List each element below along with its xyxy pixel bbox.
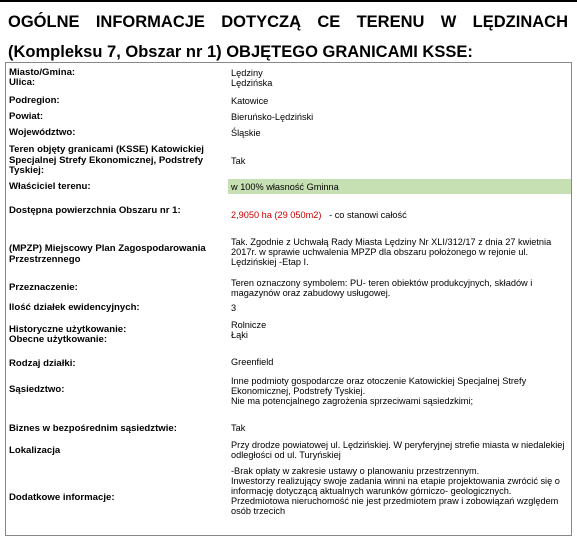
top-rule <box>0 0 577 2</box>
value-wojewodztwo: Śląskie <box>231 128 261 138</box>
value-sasiedztwo-2: Nie ma potencjalnego zagrożenia sprzeciwami sąsiedzkimi; <box>231 396 474 406</box>
title-word: OGÓLNE <box>8 13 80 31</box>
value-historyczne: Rolnicze <box>231 320 267 330</box>
label-powierzchnia: Dostępna powierzchnia Obszaru nr 1: <box>9 205 181 216</box>
value-biznes: Tak <box>231 423 246 433</box>
area-value: 2,9050 ha (29 050m2) <box>231 210 322 220</box>
label-biznes: Biznes w bezpośrednim sąsiedztwie: <box>9 423 177 434</box>
value-mpzp: Tak. Zgodnie z Uchwałą Rady Miasta Lędziny Nr XLI/312/17 z dnia 27 kwietnia 2017r. w sprawie uchwalenia MPZP dla obszaru położonego w rejonie ul. Lędzińskiej -Etap I. <box>231 237 552 268</box>
title-word: DOTYCZĄ <box>221 13 302 31</box>
label-ulica: Ulica: <box>9 77 36 88</box>
label-lokalizacja: Lokalizacja <box>9 445 61 456</box>
title-word: INFORMACJE <box>95 13 205 31</box>
value-dodatkowe-2: Inwestorzy realizujący swoje zadania winni na etapie projektowania zwrócić się o informację dotyczącą aktualnych warunków górniczo- geologicznych. <box>231 476 560 497</box>
value-ksse: Tak <box>231 156 246 166</box>
label-rodzaj: Rodzaj działki: <box>9 358 76 369</box>
title-word: CE <box>317 13 341 31</box>
label-sasiedztwo: Sąsiedztwo: <box>9 384 65 395</box>
value-powiat: Bieruńsko-Lędziński <box>231 112 314 122</box>
label-dzialki: Ilość działek ewidencyjnych: <box>9 302 140 313</box>
label-przeznaczenie: Przeznaczenie: <box>9 282 78 293</box>
title-word: W <box>440 13 457 31</box>
title-line-2: (Kompleksu 7, Obszar nr 1) OBJĘTEGO GRANICAMI KSSE: <box>8 43 473 61</box>
label-obecne: Obecne użytkowanie: <box>9 334 108 345</box>
label-wlasciciel: Właściciel terenu: <box>9 181 91 192</box>
title-word: TERENU <box>356 13 425 31</box>
info-table <box>5 62 572 536</box>
value-miasto: Lędziny <box>231 68 263 78</box>
label-ksse: Teren objęty granicami (KSSE) Katowickiej Specjalnej Strefy Ekonomicznej, Podstrefy Tyskiej: <box>9 144 204 177</box>
label-podregion: Podregion: <box>9 95 60 106</box>
label-historyczne: Historyczne użytkowanie: <box>9 324 127 335</box>
title-word: LĘDZINACH <box>472 13 568 31</box>
label-powiat: Powiat: <box>9 111 44 122</box>
value-obecne: Łąki <box>231 330 248 340</box>
value-dzialki: 3 <box>231 303 237 313</box>
value-ulica: Lędzińska <box>231 78 273 88</box>
value-powierzchnia <box>231 210 567 220</box>
value-rodzaj: Greenfield <box>231 357 274 367</box>
label-dodatkowe: Dodatkowe informacje: <box>9 492 115 503</box>
value-wlasciciel: w 100% własność Gminna <box>231 182 339 192</box>
page-title <box>8 7 568 67</box>
title-line-1 <box>8 7 568 37</box>
label-wojewodztwo: Województwo: <box>9 127 76 138</box>
label-miasto: Miasto/Gmina: <box>9 67 76 78</box>
value-podregion: Katowice <box>231 96 269 106</box>
value-lokalizacja: Przy drodze powiatowej ul. Lędzińskiej. W peryferyjnej strefie miasta w niedalekiej odległości od ul. Turyńskiej <box>231 440 565 461</box>
value-przeznaczenie: Teren oznaczony symbolem: PU- teren obiektów produkcyjnych, składów i magazynów oraz zabudowy usługowej. <box>231 278 533 299</box>
value-dodatkowe-3: Przedmiotowa nieruchomość nie jest przedmiotem praw i zobowiązań względem osób trzecich <box>231 496 559 517</box>
area-note: - co stanowi całość <box>329 210 407 220</box>
label-mpzp: (MPZP) Miejscowy Plan Zagospodarowania Przestrzennego <box>9 243 206 265</box>
value-sasiedztwo-1: Inne podmioty gospodarcze oraz otoczenie Katowickiej Specjalnej Strefy Ekonomicznej, Podstrefy Tyskiej. <box>231 376 527 397</box>
value-dodatkowe-1: -Brak opłaty w zakresie ustawy o planowaniu przestrzennym. <box>231 466 480 476</box>
